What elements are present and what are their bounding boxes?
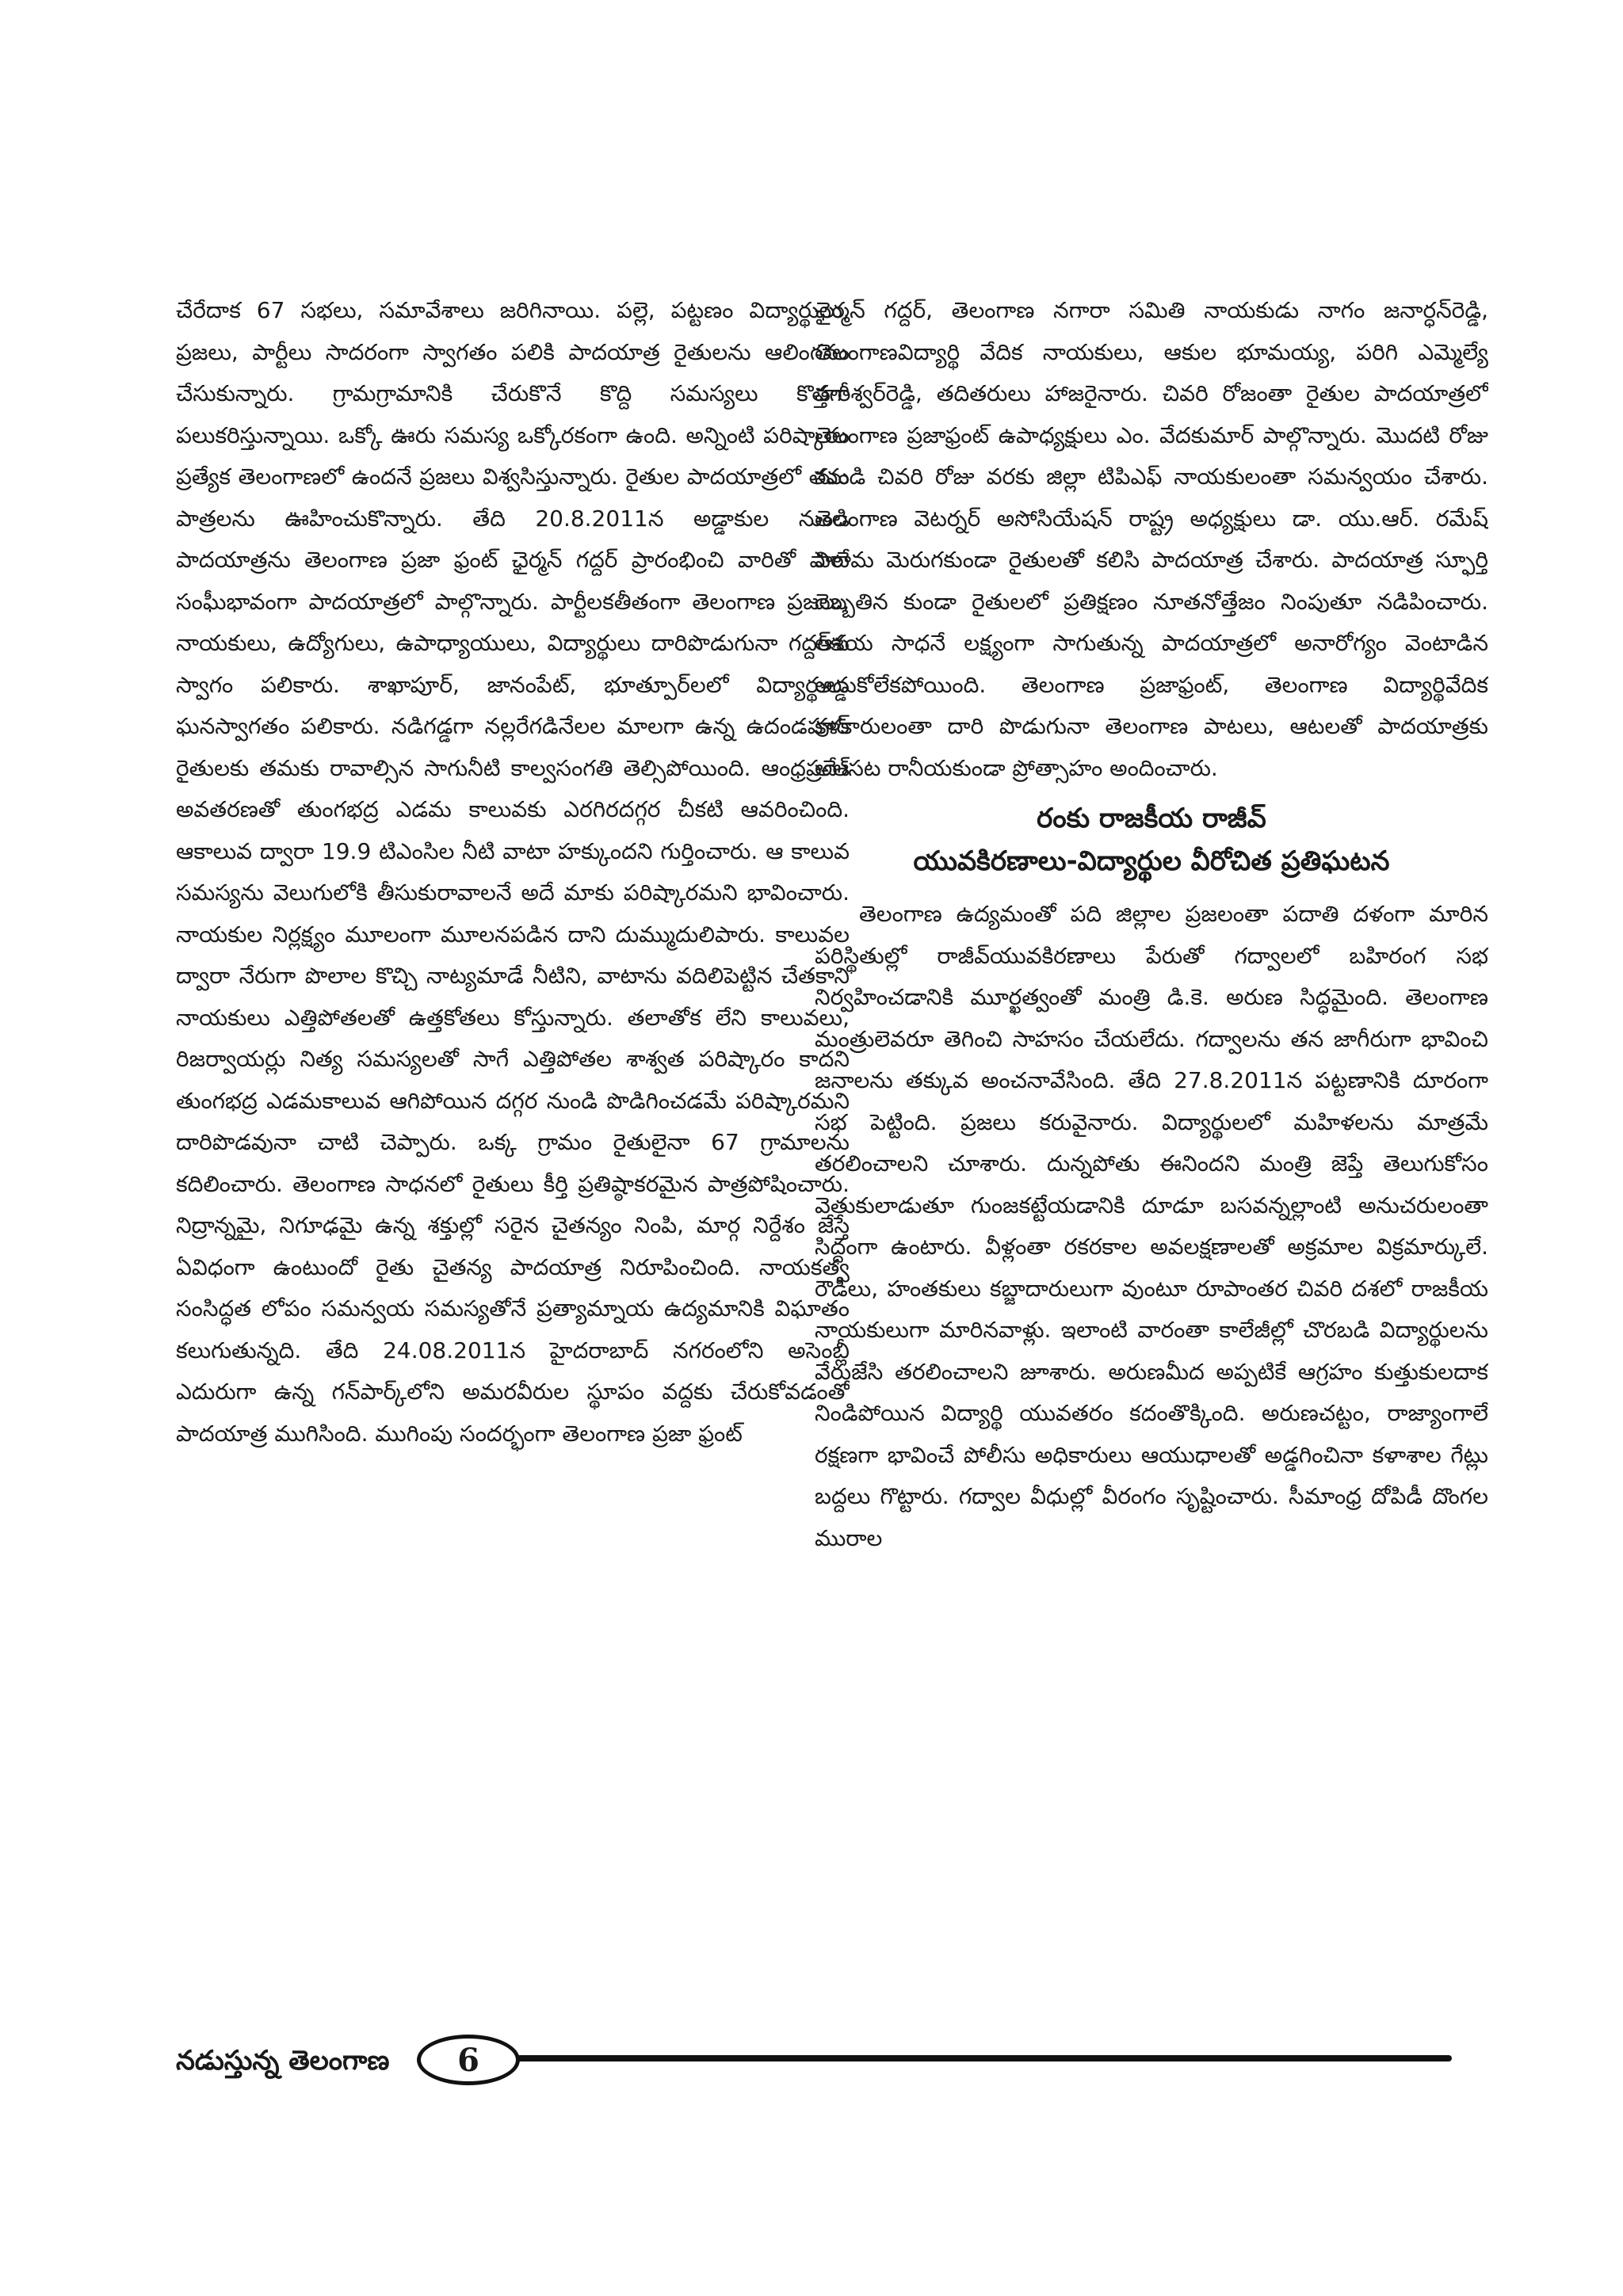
section-heading-line-1: రంకు రాజకీయ రాజీవ్ [1037, 803, 1266, 834]
page-footer [176, 2030, 1452, 2093]
left-paragraph-1: చేరేదాక 67 సభలు, సమావేశాలు జరిగినాయి. పల్లె, పట్టణం విద్యార్థులు, ప్రజలు, పార్టీలు సాదరంగా స్వాగతం పలికి పాదయాత్ర రైతులను ఆలింగనం చేసుకున్నారు. గ్రామగ్రామానికి చేరుకొనే కొద్ది సమస్యలు కొత్తగా పలుకరిస్తున్నాయి. ఒక్కో ఊరు సమస్య ఒక్కోరకంగా ఉంది. అన్నింటి పరిష్కారం ప్రత్యేక తెలంగాణలో ఉందనే ప్రజలు విశ్వసిస్తున్నారు. రైతుల పాదయాత్రలో తమ పాత్రలను ఊహించుకొన్నారు. తేది 20.8.2011న అడ్డాకుల నుండి పాదయాత్రను తెలంగాణ ప్రజా ఫ్రంట్ ఛైర్మన్ గద్దర్ ప్రారంభించి వారితో పాటే సంఘీభావంగా పాదయాత్రలో పాల్గొన్నారు. పార్టీలకతీతంగా తెలంగాణ ప్రజలు, నాయకులు, ఉద్యోగులు, ఉపాధ్యాయులు, విద్యార్థులు దారిపొడుగునా గద్దర్‌కు స్వాగం పలికారు. శాఖాపూర్, జానంపేట్, భూత్పూర్‌లలో విద్యార్థులు ఘనస్వాగతం పలికారు. నడిగడ్డగా నల్లరేగడినేలల మాలగా ఉన్న ఉదండపూర్ రైతులకు తమకు రావాల్సిన సాగునీటి కాల్వసంగతి తెల్సిపోయింది. ఆంధ్రప్రదేశ్ అవతరణతో తుంగభద్ర ఎడమ కాలువకు ఎరగిరదగ్గర చీకటి ఆవరించింది. ఆకాలువ ద్వారా 19.9 టిఎంసిల నీటి వాటా హక్కుందని గుర్తించారు. ఆ కాలువ సమస్యను వెలుగులోకి తీసుకురావాలనే అదే మాకు పరిష్కారమని భావించారు. నాయకుల నిర్లక్ష్యం మూలంగా మూలనపడిన దాని దుమ్ముదులిపారు. కాలువల ద్వారా నేరుగా పొలాల కొచ్చి నాట్యమాడే నీటిని, వాటాను వదిలిపెట్టిన చేతకాని నాయకులు ఎత్తిపోతలతో ఉత్తకోతలు కోస్తున్నారు. తలాతోక లేని కాలువలు, రిజర్వాయర్లు నిత్య సమస్యలతో సాగే ఎత్తిపోతల శాశ్వత పరిష్కారం కాదని తుంగభద్ర ఎడమకాలువ ఆగిపోయిన దగ్గర నుండి పొడిగించడమే పరిష్కారమని దారిపొడవునా చాటి చెప్పారు. ఒక్క గ్రామం రైతులైనా 67 గ్రామాలను కదిలించారు. తెలంగాణ సాధనలో రైతులు కీర్తి ప్రతిష్ఠాకరమైన పాత్రపోషించారు. నిద్రాన్నమై, నిగూఢమై ఉన్న శక్తుల్లో సరైన చైతన్యం నింపి, మార్గ నిర్దేశం జేస్తే ఏవిధంగా ఉంటుందో రైతు చైతన్య పాదయాత్ర నిరూపించింది. నాయకత్వ సంసిద్ధత లోపం సమన్వయ సమస్యతోనే ప్రత్యామ్నాయ ఉద్యమానికి విఘాతం కలుగుతున్నది. తేది 24.08.2011న హైదరాబాద్ నగరంలోని అసెంబ్లీ ఎదురుగా ఉన్న గన్‌పార్క్‌లోని అమరవీరుల స్థూపం వద్దకు చేరుకోవడంతో పాదయాత్ర ముగిసింది. ముగింపు సందర్భంగా తెలంగాణ ప్రజా ఫ్రంట్ [176, 297, 850, 1447]
page-number-badge [417, 2035, 520, 2085]
right-paragraph-2: తెలంగాణ ఉద్యమంతో పది జిల్లాల ప్రజలంతా పదాతి దళంగా మారిన పరిస్థితుల్లో రాజీవ్‌యువకిరణాలు పేరుతో గద్వాలలో బహిరంగ సభ నిర్వహించడానికి మూర్ఖత్వంతో మంత్రి డి.కె. అరుణ సిద్ధమైంది. తెలంగాణ మంత్రులెవరూ తెగించి సాహసం చేయలేదు. గద్వాలను తన జాగీరుగా భావించి జనాలను తక్కువ అంచనావేసింది. తేది 27.8.2011న పట్టణానికి దూరంగా సభ పెట్టింది. ప్రజలు కరువైనారు. విద్యార్థులలో మహిళలను మాత్రమే తరలించాలని చూశారు. దున్నపోతు ఈనిందని మంత్రి జెప్తే తెలుగుకోసం వెతుకులాడుతూ గుంజకట్టేయడానికి దూడూ బసవన్నల్లాంటి అనుచరులంతా సిద్ధంగా ఉంటారు. వీళ్లంతా రకరకాల అవలక్షణాలతో అక్రమాల విక్రమార్కులే. రౌడీలు, హంతకులు కబ్జాదారులుగా వుంటూ రూపాంతర చివరి దశలో రాజకీయ నాయకులుగా మారినవాళ్లు. ఇలాంటి వారంతా కాలేజీల్లో చొరబడి విద్యార్థులను వేరుజేసి తరలించాలని జూశారు. అరుణమీద అప్పటికే ఆగ్రహం కుత్తుకులదాక నిండిపోయిన విద్యార్థి యువతరం కదంతొక్కింది. అరుణచట్టం, రాజ్యాంగాలే రక్షణగా భావించే పోలీసు అధికారులు ఆయుధాలతో అడ్డగించినా కళాశాల గేట్లు బద్దలు గొట్టారు. గద్వాల వీధుల్లో వీరంగం సృష్టించారు. సీమాంధ్ర దోపిడీ దొంగల మురాల [815, 901, 1488, 1551]
page-number: 6 [457, 2041, 479, 2079]
footer-rule [517, 2055, 1452, 2061]
right-column [815, 290, 1488, 1993]
right-paragraph-1: ఛైర్మన్ గద్దర్, తెలంగాణ నగారా సమితి నాయకుడు నాగం జనార్ధన్‌రెడ్డి, తెలంగాణవిద్యార్థి వేదిక నాయకులు, ఆకుల భూమయ్య, పరిగి ఎమ్మెల్యే హరీశ్వర్‌రెడ్డి, తదితరులు హాజరైనారు. చివరి రోజంతా రైతుల పాదయాత్రలో తెలంగాణ ప్రజాఫ్రంట్ ఉపాధ్యక్షులు ఎం. వేదకుమార్ పాల్గొన్నారు. మొదటి రోజు నుండి చివరి రోజు వరకు జిల్లా టిపిఎఫ్ నాయకులంతా సమన్వయం చేశారు. తెలంగాణ వెటర్నర్ అసోసియేషన్ రాష్ట్ర అధ్యక్షులు డా. యు.ఆర్. రమేష్ విరామ మెరుగకుండా రైతులతో కలిసి పాదయాత్ర చేశారు. పాదయాత్ర స్ఫూర్తి దెబ్బతిన కుండా రైతులలో ప్రతిక్షణం నూతనోత్తేజం నింపుతూ నడిపించారు. ఆశయ సాధనే లక్ష్యంగా సాగుతున్న పాదయాత్రలో అనారోగ్యం వెంటాడిన అడ్డుకోలేకపోయింది. తెలంగాణ ప్రజాఫ్రంట్, తెలంగాణ విద్యార్థివేదిక కళకారులంతా దారి పొడుగునా తెలంగాణ పాటలు, ఆటలతో పాదయాత్రకు అలసట రానీయకుండా ప్రోత్సాహం అందించారు. [815, 297, 1488, 781]
section-heading-line-2: యువకిరణాలు-విద్యార్థుల వీరోచిత ప్రతిఘటన [913, 845, 1390, 877]
section-heading [815, 797, 1488, 883]
magazine-title: నడుస్తున్న తెలంగాణ [176, 2045, 390, 2077]
left-column [176, 290, 850, 1993]
